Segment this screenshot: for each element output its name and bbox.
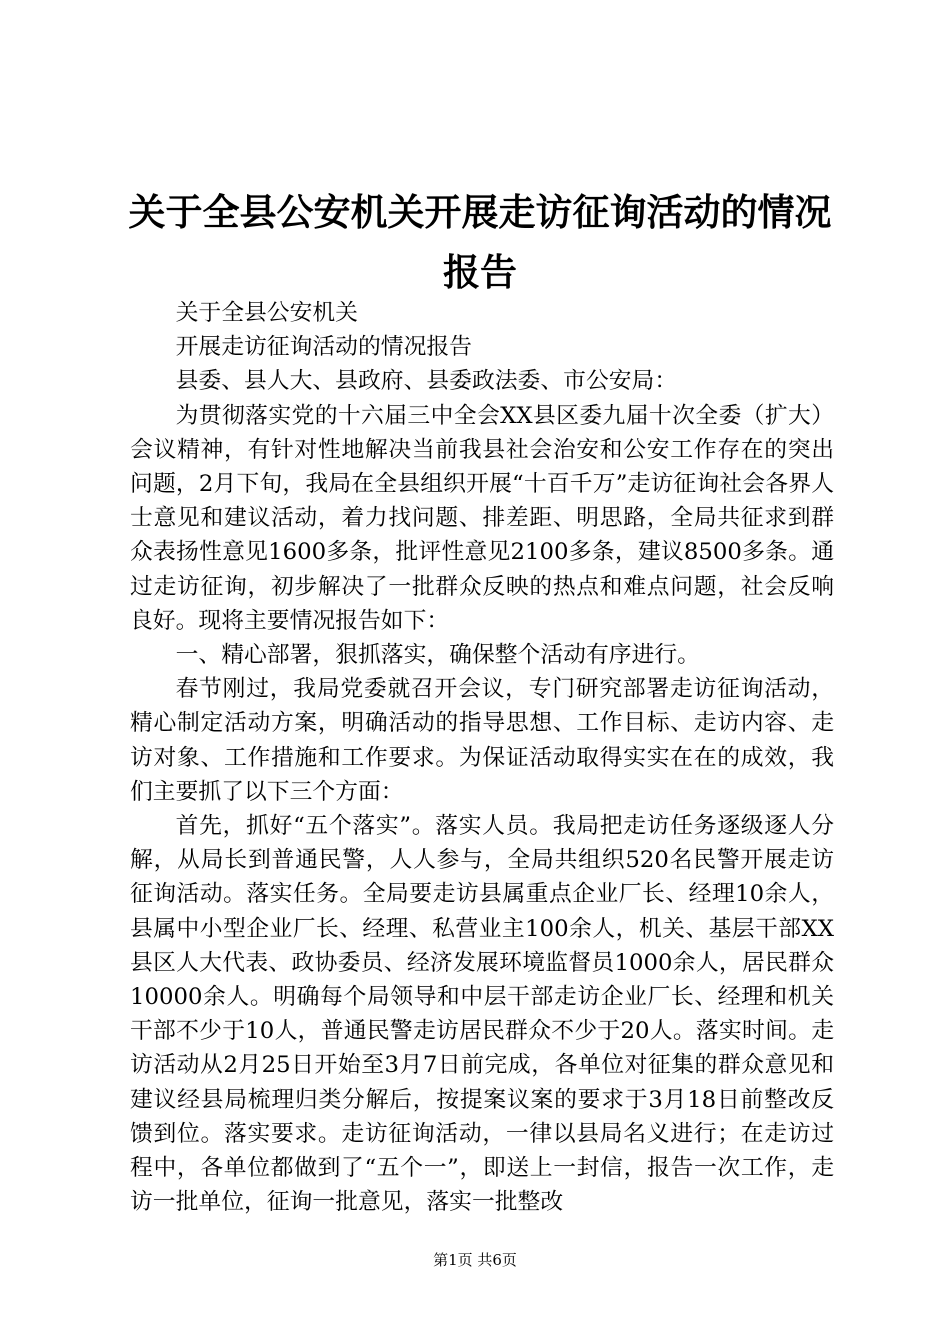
paragraph-subtitle-line-1: 关于全县公安机关 <box>175 300 358 326</box>
document-title: 关于全县公安机关开展走访征询活动的情况报告 <box>128 190 832 294</box>
document-body <box>130 296 834 1219</box>
paragraph-section-heading: 一、精心部署，狠抓落实，确保整个活动有序进行。 <box>175 642 700 669</box>
page-number-footer: 第1页 共6页 <box>433 1251 517 1269</box>
paragraph-deployment: 春节刚过，我局党委就召开会议，专门研究部署走访征询活动，精心制定活动方案，明确活动的指导思想、工作目标、走访内容、走访对象、工作措施和工作要求。为保证活动取得实实在在的成效，我们主要抓了以下三个方面： <box>130 676 834 805</box>
paragraph-salutation: 县委、县人大、县政府、县委政法委、市公安局： <box>175 368 678 395</box>
paragraph-intro: 为贯彻落实党的十六届三中全会XX县区委九届十次全委（扩大）会议精神，有针对性地解决当前我县社会治安和公安工作存在的突出问题，2月下旬，我局在全县组织开展“十百千万”走访征询社会各界人士意见和建议活动，着力找问题、排差距、明思路，全局共征求到群众表扬性意见1600多条，批评性意见2100多条，建议8500多条。通过走访征询，初步解决了一批群众反映的热点和难点问题，社会反响良好。现将主要情况报告如下： <box>130 402 834 634</box>
paragraph-five-implementations: 首先，抓好“五个落实”。落实人员。我局把走访任务逐级逐人分解，从局长到普通民警，人人参与，全局共组织520名民警开展走访征询活动。落实任务。全局要走访县属重点企业厂长、经理10余人，县属中小型企业厂长、经理、私营业主100余人，机关、基层干部XX县区人大代表、政协委员、经济发展环境监督员1000余人，居民群众10000余人。明确每个局领导和中层干部走访企业厂长、经理和机关干部不少于10人，普通民警走访居民群众不少于20人。落实时间。走访活动从2月25日开始至3月7日前完成，各单位对征集的群众意见和建议经县局梳理归类分解后，按提案议案的要求于3月18日前整改反馈到位。落实要求。走访征询活动，一律以县局名义进行；在走访过程中，各单位都做到了“五个一”，即送上一封信，报告一次工作，走访一批单位，征询一批意见，落实一批整改 <box>130 813 834 1216</box>
paragraph-subtitle-line-2: 开展走访征询活动的情况报告 <box>175 334 472 361</box>
